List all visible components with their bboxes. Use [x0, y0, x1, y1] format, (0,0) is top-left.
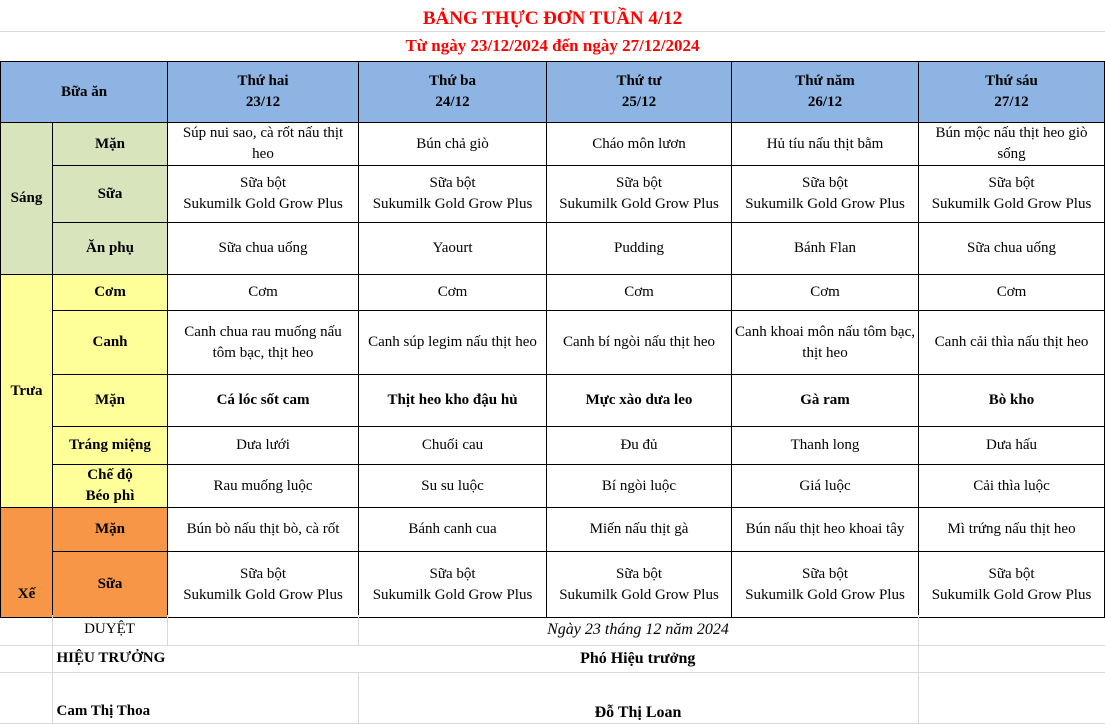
menu-cell: Canh bí ngòi nấu thịt heo [547, 311, 732, 375]
table-row [1, 375, 1105, 427]
table-row [1, 465, 1105, 508]
table-row [1, 275, 1105, 311]
menu-cell: Cải thìa luộc [919, 465, 1105, 508]
menu-cell: Cháo môn lươn [547, 123, 732, 166]
menu-cell: Sữa bột Sukumilk Gold Grow Plus [919, 552, 1105, 618]
day-header-thursday: Thứ năm 26/12 [732, 62, 919, 123]
menu-cell: Sữa bột Sukumilk Gold Grow Plus [547, 166, 732, 223]
menu-cell: Sữa bột Sukumilk Gold Grow Plus [168, 552, 359, 618]
menu-cell: Canh khoai môn nấu tôm bạc, thịt heo [732, 311, 919, 375]
menu-cell: Bí ngòi luộc [547, 465, 732, 508]
menu-cell: Pudding [547, 223, 732, 275]
row-label: Ăn phụ [53, 223, 168, 275]
menu-cell: Sữa bột Sukumilk Gold Grow Plus [732, 166, 919, 223]
principal-name: Cam Thị Thoa [52, 672, 358, 723]
table-row [1, 552, 1105, 618]
menu-cell: Bún mộc nấu thịt heo giò sống [919, 123, 1105, 166]
vice-principal-title: Phó Hiệu trưởng [358, 645, 918, 672]
menu-cell: Cá lóc sốt cam [168, 375, 359, 427]
menu-cell: Canh chua rau muống nấu tôm bạc, thịt heo [168, 311, 359, 375]
menu-date-range: Từ ngày 23/12/2024 đến ngày 27/12/2024 [0, 31, 1105, 63]
row-label: Cơm [53, 275, 168, 311]
day-header-wednesday: Thứ tư 25/12 [547, 62, 732, 123]
menu-cell: Sữa chua uống [168, 223, 359, 275]
menu-cell: Đu đủ [547, 427, 732, 465]
menu-cell: Cơm [359, 275, 547, 311]
vice-principal-name: Đỗ Thị Loan [358, 672, 918, 723]
menu-cell: Giá luộc [732, 465, 919, 508]
table-row [1, 166, 1105, 223]
menu-cell: Miến nấu thịt gà [547, 508, 732, 552]
menu-cell: Bún chả giò [359, 123, 547, 166]
approve-label: DUYỆT [52, 615, 167, 645]
meal-group-morning: Sáng [1, 123, 53, 275]
menu-cell: Thịt heo kho đậu hủ [359, 375, 547, 427]
menu-cell: Sữa bột Sukumilk Gold Grow Plus [919, 166, 1105, 223]
menu-cell: Bánh canh cua [359, 508, 547, 552]
menu-cell: Súp nui sao, cà rốt nấu thịt heo [168, 123, 359, 166]
table-row [1, 427, 1105, 465]
menu-cell: Yaourt [359, 223, 547, 275]
meal-group-lunch: Trưa [1, 275, 53, 508]
menu-cell: Cơm [732, 275, 919, 311]
menu-cell: Mực xào dưa leo [547, 375, 732, 427]
day-header-friday: Thứ sáu 27/12 [919, 62, 1105, 123]
menu-cell: Dưa lưới [168, 427, 359, 465]
row-label: Sữa [53, 166, 168, 223]
menu-cell: Sữa bột Sukumilk Gold Grow Plus [168, 166, 359, 223]
signature-date: Ngày 23 tháng 12 năm 2024 [358, 615, 918, 645]
menu-cell: Bún nấu thịt heo khoai tây [732, 508, 919, 552]
row-label: Canh [53, 311, 168, 375]
menu-cell: Bún bò nấu thịt bò, cà rốt [168, 508, 359, 552]
menu-cell: Cơm [919, 275, 1105, 311]
menu-cell: Gà ram [732, 375, 919, 427]
row-label: Chế độ Béo phì [53, 465, 168, 508]
menu-cell: Bò kho [919, 375, 1105, 427]
row-label: Mặn [53, 508, 168, 552]
row-label: Sữa [53, 552, 168, 618]
menu-cell: Cơm [547, 275, 732, 311]
table-row [1, 223, 1105, 275]
meal-group-afternoon: Xế [1, 508, 53, 618]
menu-cell: Chuối cau [359, 427, 547, 465]
menu-cell: Mì trứng nấu thịt heo [919, 508, 1105, 552]
table-row [1, 311, 1105, 375]
row-label: Mặn [53, 375, 168, 427]
day-header-monday: Thứ hai 23/12 [168, 62, 359, 123]
menu-cell: Canh cải thìa nấu thịt heo [919, 311, 1105, 375]
signature-block [0, 615, 1105, 724]
meal-column-header: Bữa ăn [1, 62, 168, 123]
menu-cell: Cơm [168, 275, 359, 311]
menu-cell: Su su luộc [359, 465, 547, 508]
menu-cell: Sữa bột Sukumilk Gold Grow Plus [359, 166, 547, 223]
row-label: Mặn [53, 123, 168, 166]
menu-cell: Canh súp legim nấu thịt heo [359, 311, 547, 375]
menu-cell: Hủ tíu nấu thịt bằm [732, 123, 919, 166]
menu-cell: Sữa chua uống [919, 223, 1105, 275]
weekly-menu-table [0, 61, 1105, 618]
table-row [1, 508, 1105, 552]
menu-cell: Sữa bột Sukumilk Gold Grow Plus [359, 552, 547, 618]
day-header-tuesday: Thứ ba 24/12 [359, 62, 547, 123]
menu-title: BẢNG THỰC ĐƠN TUẦN 4/12 [0, 0, 1105, 32]
menu-cell: Sữa bột Sukumilk Gold Grow Plus [732, 552, 919, 618]
table-row [1, 123, 1105, 166]
menu-cell: Thanh long [732, 427, 919, 465]
menu-cell: Dưa hấu [919, 427, 1105, 465]
menu-cell: Bánh Flan [732, 223, 919, 275]
menu-cell: Rau muống luộc [168, 465, 359, 508]
menu-cell: Sữa bột Sukumilk Gold Grow Plus [547, 552, 732, 618]
principal-title: HIỆU TRƯỞNG [52, 645, 358, 672]
row-label: Tráng miệng [53, 427, 168, 465]
